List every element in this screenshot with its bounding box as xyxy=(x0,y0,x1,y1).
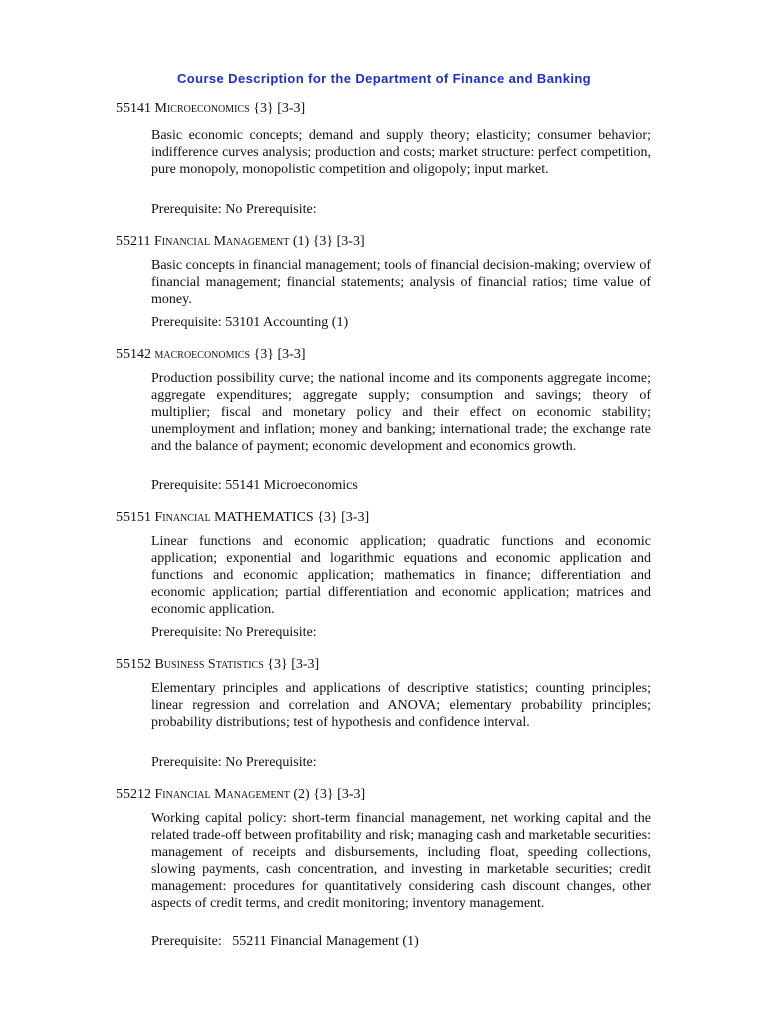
course-name: Financial Management xyxy=(153,234,290,249)
course-code: 55141 xyxy=(116,101,151,116)
course-name: Financial Management xyxy=(154,787,290,802)
course-name: Business Statistics xyxy=(154,657,264,672)
course-description: Working capital policy: short-term financial management, net working capital and the related trade-off between profitability and risk; managing cash and marketable securities: management of receipts and disbursements, including float, speeding collections, slowing payments, cash concentration, and investing in marketable securities; credit management: procedures for quantitatively considering cash discount changes, other aspects of credit terms, and credit monitoring; inventory management. xyxy=(151,811,651,911)
course-prerequisite: Prerequisite: 55141 Microeconomics xyxy=(151,478,358,493)
course-description: Linear functions and economic application; quadratic functions and economic application; exponential and logarithmic equations and economic application and functions and economic application; mathematics in finance; differentiation and economic application; partial differentiation and economic application; matrices and economic application. xyxy=(151,534,651,617)
course-prerequisite: Prerequisite: No Prerequisite: xyxy=(151,202,317,217)
course-code: 55211 xyxy=(116,234,151,249)
page-title: Course Description for the Department of Finance and Banking xyxy=(176,71,592,86)
course-description: Basic economic concepts; demand and supply theory; elasticity; consumer behavior; indifference curves analysis; production and costs; market structure: perfect competition, pure monopoly, monopolistic competition and oligopoly; input market. xyxy=(151,128,651,177)
course-credits: (2) {3} [3-3] xyxy=(293,787,366,802)
course-code: 55142 xyxy=(116,347,151,362)
course-heading xyxy=(116,786,365,804)
course-heading xyxy=(116,509,369,527)
course-name-extra: MATHEMATICS xyxy=(214,510,314,525)
course-prerequisite: Prerequisite: 53101 Accounting (1) xyxy=(151,315,349,330)
course-description: Elementary principles and applications of descriptive statistics; counting principles; linear regression and correlation and ANOVA; elementary probability principles; probability distributions; test of hypothesis and confidence interval. xyxy=(151,681,651,730)
course-code: 55152 xyxy=(116,657,151,672)
course-code: 55212 xyxy=(116,787,151,802)
course-heading xyxy=(116,346,306,364)
course-name: Microeconomics xyxy=(154,101,250,116)
course-code: 55151 xyxy=(116,510,151,525)
course-name: macroeconomics xyxy=(154,347,251,362)
course-prerequisite: Prerequisite: No Prerequisite: xyxy=(151,625,317,640)
course-heading xyxy=(116,656,319,674)
course-credits: (1) {3} [3-3] xyxy=(292,234,365,249)
course-description: Production possibility curve; the national income and its components aggregate income; aggregate expenditures; aggregate supply; consumption and savings; theory of multiplier; fiscal and monetary policy and their effect on economic stability; unemployment and inflation; money and banking; international trade; the exchange rate and the balance of payment; economic development and economics growth. xyxy=(151,371,651,454)
course-credits: {3} [3-3] xyxy=(317,510,370,525)
course-credits: {3} [3-3] xyxy=(253,101,306,116)
course-heading xyxy=(116,100,305,118)
course-credits: {3} [3-3] xyxy=(253,347,306,362)
course-prerequisite: Prerequisite: No Prerequisite: xyxy=(151,755,317,770)
course-credits: {3} [3-3] xyxy=(267,657,320,672)
course-name: Financial xyxy=(154,510,211,525)
course-description: Basic concepts in financial management; tools of financial decision-making; overview of financial management; financial statements; analysis of financial ratios; time value of money. xyxy=(151,258,651,307)
course-heading xyxy=(116,233,365,251)
course-prerequisite: Prerequisite: 55211 Financial Management (1) xyxy=(151,934,419,949)
